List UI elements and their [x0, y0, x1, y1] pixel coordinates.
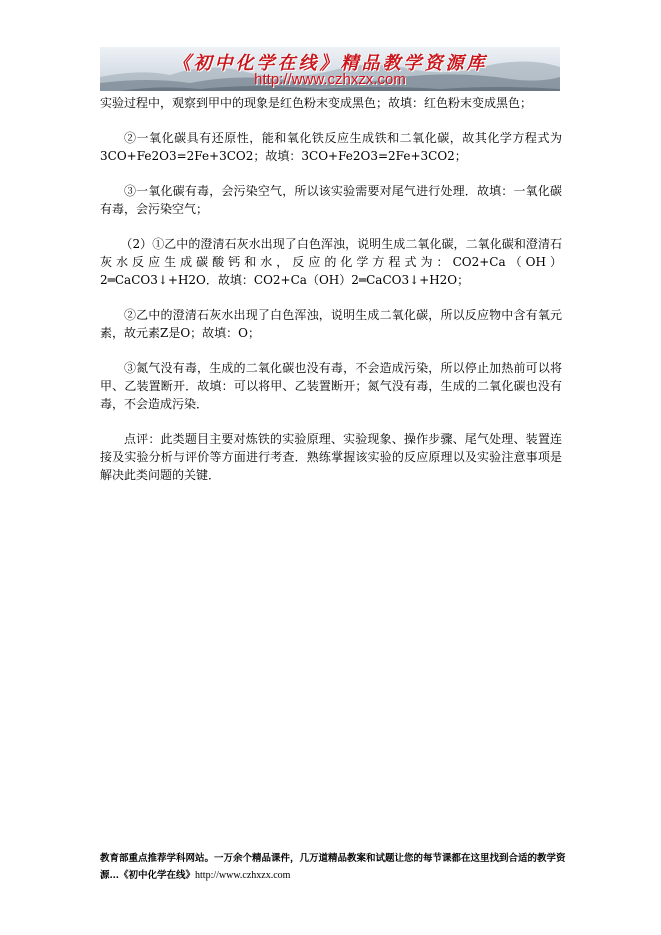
paragraph-4: （2）①乙中的澄清石灰水出现了白色浑浊，说明生成二氧化碳，二氧化碳和澄清石灰水反应生成碳酸钙和水，反应的化学方程式为：CO2+Ca（OH）2═CaCO3↓+H2O．故填：CO2+Ca（OH）2═CaCO3↓+H2O； [100, 237, 562, 287]
banner-title: 《初中化学在线》精品教学资源库 [172, 53, 488, 74]
paragraph-2: ②一氧化碳具有还原性，能和氧化铁反应生成铁和二氧化碳，故其化学方程式为3CO+Fe2O3=2Fe+3CO2；故填：3CO+Fe2O3=2Fe+3CO2； [100, 131, 562, 163]
paragraph-3: ③一氧化碳有毒，会污染空气，所以该实验需要对尾气进行处理．故填：一氧化碳有毒，会污染空气； [100, 184, 562, 216]
document-body [100, 94, 562, 501]
paragraph-comment: 点评：此类题目主要对炼铁的实验原理、实验现象、操作步骤、尾气处理、装置连接及实验分析与评价等方面进行考查．熟练掌握该实验的反应原理以及实验注意事项是解决此类问题的关键． [100, 432, 562, 482]
paragraph-6: ③氮气没有毒，生成的二氧化碳也没有毒，不会造成污染，所以停止加热前可以将甲、乙装置断开．故填：可以将甲、乙装置断开；氮气没有毒，生成的二氧化碳也没有毒，不会造成污染． [100, 361, 562, 411]
footer-url-link[interactable]: http://www.czhxzx.com [195, 870, 291, 881]
paragraph-1: 实验过程中，观察到甲中的现象是红色粉末变成黑色；故填：红色粉末变成黑色； [100, 96, 533, 110]
header-banner [100, 47, 560, 91]
footer-text: 教育部重点推荐学科网站。一万余个精品课件，几万道精品教案和试题让您的每节课都在这里找到合适的教学资源…《初中化学在线》 [100, 853, 566, 881]
banner-url-link[interactable]: http://www.czhxzx.com [254, 71, 406, 88]
paragraph-5: ②乙中的澄清石灰水出现了白色浑浊，说明生成二氧化碳，所以反应物中含有氧元素，故元素Z是O；故填：O； [100, 308, 562, 340]
page-footer [100, 850, 568, 884]
